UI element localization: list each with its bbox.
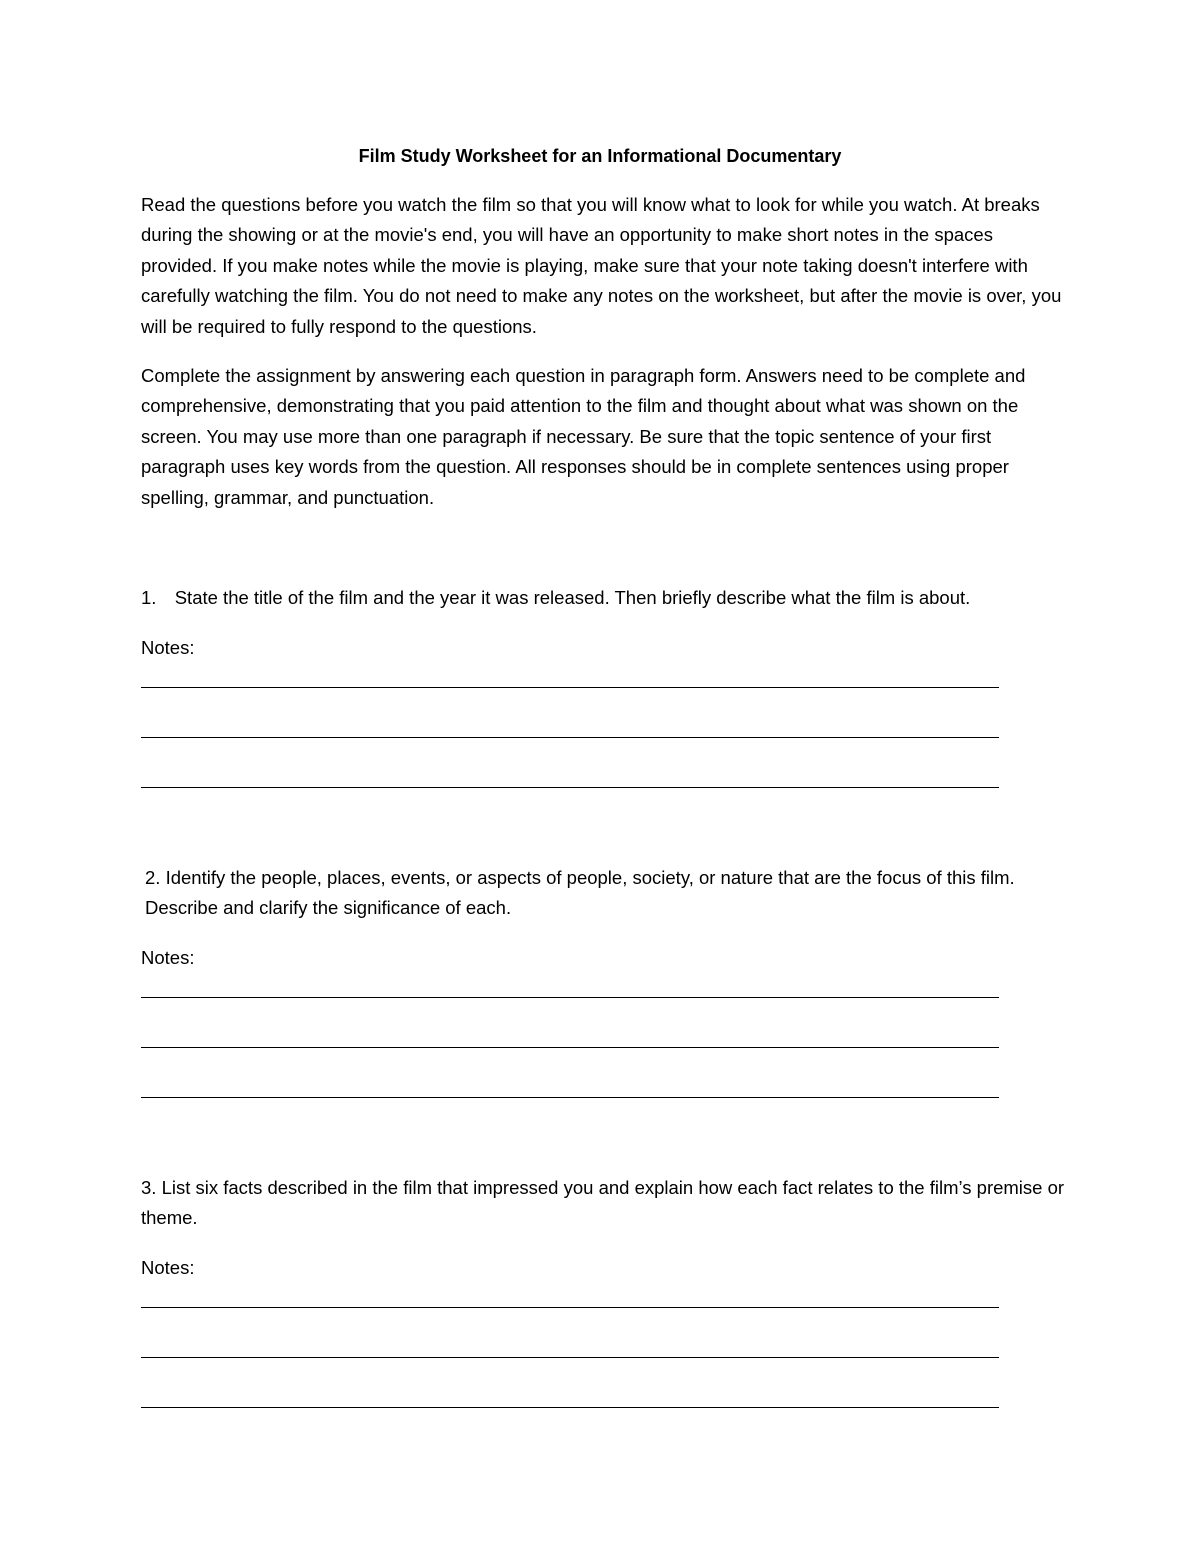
question-2-answer-line-2[interactable] [141, 1047, 999, 1048]
question-1-number: 1. [141, 587, 157, 608]
question-1-answer-line-3[interactable] [141, 787, 999, 788]
question-2-notes-label: Notes: [141, 947, 195, 968]
question-2-answer-line-3[interactable] [141, 1097, 999, 1098]
question-1-notes-label: Notes: [141, 637, 195, 658]
question-3-answer-line-1[interactable] [141, 1307, 999, 1308]
question-3 [141, 1173, 1071, 1234]
question-1-answer-line-1[interactable] [141, 687, 999, 688]
instructions-paragraph-2: Complete the assignment by answering each question in paragraph form. Answers need to be complete and comprehensive, demonstrating that you paid attention to the film and thought about what was shown on the screen. You may use more than one paragraph if necessary. Be sure that the topic sentence of your first paragraph uses key words from the question. All responses should be in complete sentences using proper spelling, grammar, and punctuation. [141, 365, 1026, 508]
question-2-text: Identify the people, places, events, or aspects of people, society, or nature that are the focus of this film. Describe and clarify the significance of each. [145, 867, 1015, 919]
question-3-answer-line-2[interactable] [141, 1357, 999, 1358]
question-2 [141, 863, 1075, 924]
question-2-answer-line-1[interactable] [141, 997, 999, 998]
question-1 [141, 583, 1071, 613]
question-3-text: List six facts described in the film that impressed you and explain how each fact relates to the film’s premise or theme. [141, 1177, 1065, 1229]
question-3-notes-label: Notes: [141, 1257, 195, 1278]
instructions-paragraph-1: Read the questions before you watch the film so that you will know what to look for while you watch. At breaks during the showing or at the movie's end, you will have an opportunity to make short notes in the spaces provided. If you make notes while the movie is playing, make sure that your note taking doesn't interfere with carefully watching the film. You do not need to make any notes on the worksheet, but after the movie is over, you will be required to fully respond to the questions. [141, 194, 1062, 337]
question-3-answer-line-3[interactable] [141, 1407, 999, 1408]
question-1-text: State the title of the film and the year it was released. Then briefly describe what the film is about. [174, 587, 971, 608]
question-1-answer-line-2[interactable] [141, 737, 999, 738]
question-3-number: 3. [141, 1177, 157, 1198]
question-2-number: 2. [145, 867, 161, 888]
worksheet-title: Film Study Worksheet for an Informational Documentary [358, 146, 842, 166]
